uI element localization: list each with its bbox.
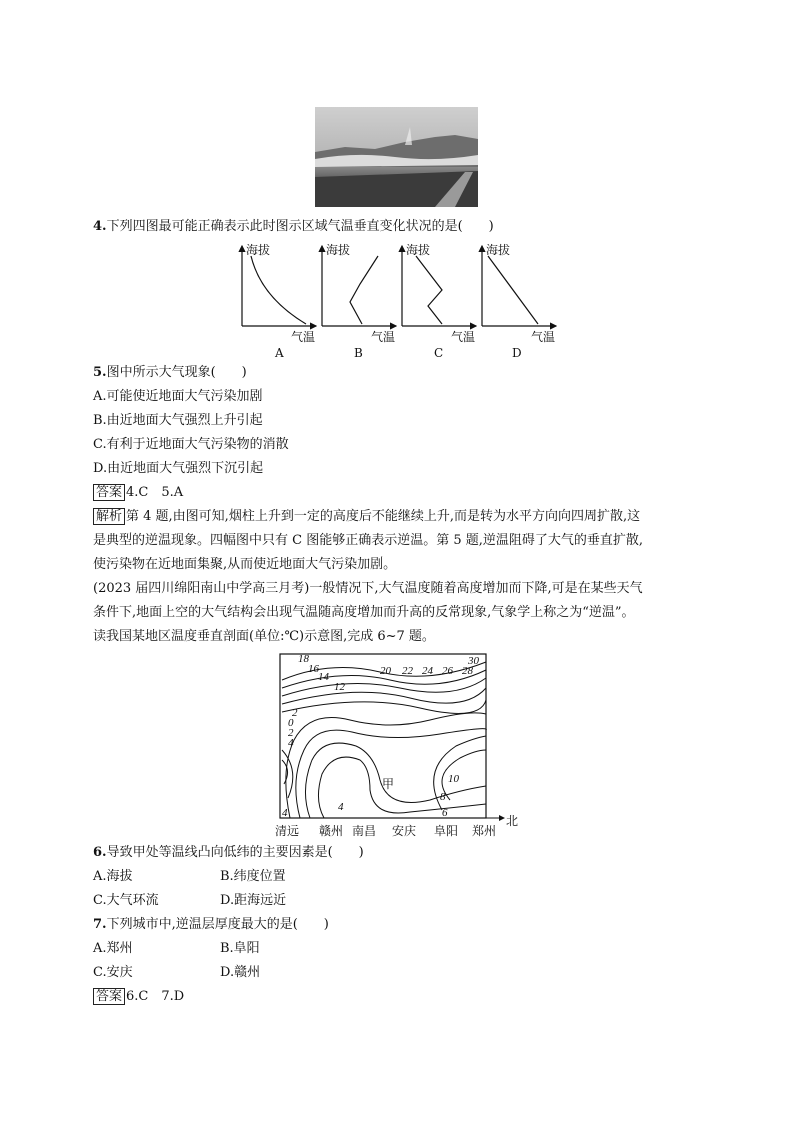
graphs-abcd (236, 242, 566, 342)
graph-d-xlabel: 气温 (531, 330, 556, 344)
analysis-line-1: 解析 第 4 题,由图可知,烟柱上升到一定的高度后不能继续上升,而是转为水平方向向四周扩散,这 (93, 508, 640, 526)
q5-option-b: B.由近地面大气强烈上升引起 (93, 413, 263, 428)
iso-label-4c: 4 (282, 807, 288, 819)
question-6: 6.导致甲处等温线凸向低纬的主要因素是( ) (93, 845, 364, 860)
answer-tag-2: 答案 (93, 988, 125, 1005)
graph-b-ylabel: 海拔 (326, 243, 351, 257)
graph-a (242, 246, 316, 326)
label-jia: 甲 (382, 777, 395, 791)
graph-c (402, 246, 476, 326)
temperature-profile-diagram (270, 650, 530, 840)
iso-label-14: 14 (318, 671, 329, 683)
city-nanchang: 南昌 (352, 824, 377, 838)
iso-label-2a: 2 (292, 707, 298, 719)
question-5: 5.图中所示大气现象( ) (93, 365, 247, 380)
q7-option-a: A.郑州 (93, 941, 133, 956)
q5-option-d: D.由近地面大气强烈下沉引起 (93, 461, 264, 476)
iso-label-22: 22 (402, 665, 413, 677)
intro-line-2: 条件下,地面上空的大气结构会出现气温随高度增加而升高的反常现象,气象学上称之为“逆温”。 (93, 605, 635, 620)
iso-label-8: 8 (440, 791, 446, 803)
graph-b-xlabel: 气温 (371, 330, 396, 344)
q7-option-c: C.安庆 (93, 965, 133, 980)
city-fuyang: 阜阳 (434, 824, 459, 838)
graph-b (322, 246, 396, 326)
iso-label-10: 10 (448, 773, 459, 785)
iso-label-30: 30 (468, 655, 479, 667)
question-4: 4.下列四图最可能正确表示此时图示区域气温垂直变化状况的是( ) (93, 219, 494, 234)
answer-tag: 答案 (93, 484, 125, 501)
iso-label-16: 16 (308, 663, 319, 675)
graph-a-xlabel: 气温 (291, 330, 316, 344)
graph-a-caption: A (275, 346, 284, 360)
q6-option-a: A.海拔 (93, 869, 133, 884)
north-label: 北 (506, 814, 519, 828)
analysis-line-3: 使污染物在近地面集聚,从而使近地面大气污染加剧。 (93, 557, 397, 572)
inversion-photo (315, 107, 478, 207)
city-anqing: 安庆 (392, 824, 417, 838)
iso-label-4b: 4 (338, 801, 344, 813)
graph-d-caption: D (512, 346, 522, 360)
graph-d (482, 246, 556, 326)
q5-option-a: A.可能使近地面大气污染加剧 (93, 389, 263, 404)
iso-label-26: 26 (442, 665, 453, 677)
iso-label-0: 0 (288, 717, 294, 729)
graph-c-ylabel: 海拔 (406, 243, 431, 257)
iso-label-28: 28 (462, 665, 473, 677)
question-7: 7.下列城市中,逆温层厚度最大的是( ) (93, 917, 329, 932)
analysis-tag: 解析 (93, 508, 125, 525)
graph-a-ylabel: 海拔 (246, 243, 271, 257)
analysis-line-2: 是典型的逆温现象。四幅图中只有 C 图能够正确表示逆温。第 5 题,逆温阻碍了大气的垂直扩散, (93, 533, 644, 548)
intro-line-1: (2023 届四川绵阳南山中学高三月考)一般情况下,大气温度随着高度增加而下降,可是在某些天气 (93, 581, 643, 596)
iso-label-12: 12 (334, 681, 345, 693)
intro-line-3: 读我国某地区温度垂直剖面(单位:℃)示意图,完成 6~7 题。 (93, 629, 435, 644)
graph-c-xlabel: 气温 (451, 330, 476, 344)
city-zhengzhou: 郑州 (472, 824, 497, 838)
q6-option-c: C.大气环流 (93, 893, 159, 908)
iso-label-18: 18 (298, 653, 309, 665)
q7-option-b: B.阜阳 (220, 941, 260, 956)
answer-4-5: 答案 4.C 5.A (93, 484, 183, 502)
graph-c-caption: C (434, 346, 444, 360)
answer-6-7: 答案 6.C 7.D (93, 988, 184, 1006)
q7-option-d: D.赣州 (220, 965, 261, 980)
city-qingyuan: 清远 (275, 824, 300, 838)
graph-d-ylabel: 海拔 (486, 243, 511, 257)
iso-label-20: 20 (380, 665, 391, 677)
iso-label-24: 24 (422, 665, 433, 677)
city-ganzhou: 赣州 (319, 824, 344, 838)
q5-option-c: C.有利于近地面大气污染物的消散 (93, 437, 289, 452)
iso-label-6: 6 (442, 807, 448, 819)
q6-option-d: D.距海远近 (220, 893, 287, 908)
iso-label-4a: 4 (288, 737, 294, 749)
graph-b-caption: B (354, 346, 363, 360)
q6-option-b: B.纬度位置 (220, 869, 286, 884)
iso-label-2b: 2 (288, 727, 294, 739)
